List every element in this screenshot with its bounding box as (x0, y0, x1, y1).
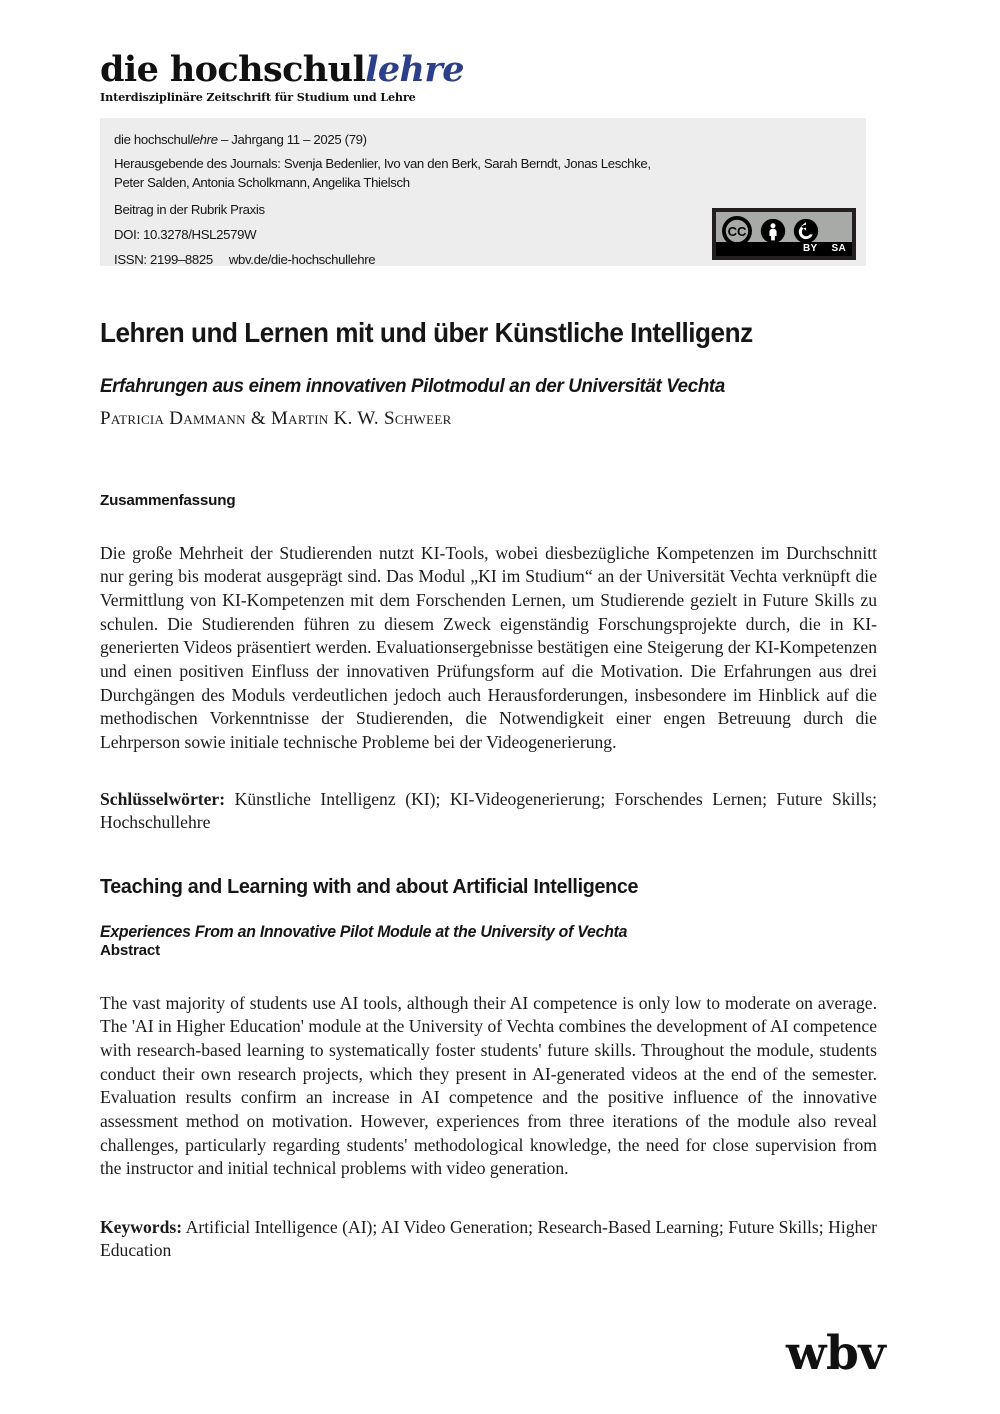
issn-value: ISSN: 2199–8825 (114, 251, 213, 267)
issue-journal-name-accent: lehre (190, 132, 218, 147)
keywords-german (100, 788, 877, 835)
license-badge-cc-by-sa[interactable] (712, 208, 856, 260)
article-subtitle-english: Experiences From an Innovative Pilot Module at the University of Vechta (100, 922, 628, 941)
license-sa-label: SA (831, 243, 846, 254)
editors-label: Herausgebende des Journals: (114, 156, 281, 172)
abstract-text-german: Die große Mehrheit der Studierenden nutzt KI-Tools, wobei diesbezügliche Kompetenzen im Durchschnitt nur gering bis moderat ausgeprägt sind. Das Modul „KI im Studium“ an der Universität Vechta verknüpft die Vermittlung von KI-Kompetenzen mit dem Forschenden Lernen, um Studierende gezielt in Future Skills zu schulen. Die Studierenden führen zu diesem Zweck eigenständig Forschungsprojekte durch, die in KI-generierten Videos präsentiert werden. Evaluationsergebnisse bestätigen eine Steigerung der KI-Kompetenzen und einen positiven Einfluss der innovativen Prüfungsform auf die Motivation. Die Erfahrungen aus drei Durchgängen des Moduls verdeutlichen jedoch auch Herausforderungen, insbesondere im Hinblick auf die methodischen Vorkenntnisse der Studierenden, die Notwendigkeit einer engen Betreuung durch die Lehrperson sowie initiale technische Probleme bei der Videogenerierung. (100, 542, 877, 752)
issue-journal-name: die hochschul (114, 132, 191, 147)
journal-logo-tagline: Interdisziplinäre Zeitschrift für Studium und Lehre (100, 89, 416, 104)
journal-logo-plain: die hochschul (100, 49, 366, 90)
svg-text:CC: CC (727, 224, 747, 240)
publisher-logo-wbv: wbv (786, 1326, 886, 1381)
journal-logo-wordmark (100, 49, 800, 90)
journal-website-link[interactable]: wbv.de/die-hochschullehre (228, 251, 376, 267)
keywords-english (100, 1216, 877, 1263)
keywords-english-label: Keywords: (100, 1216, 183, 1237)
keywords-german-list: Künstliche Intelligenz (KI); KI-Videogenerierung; Forschendes Lernen; Future Skills; Hochschullehre (100, 788, 877, 833)
editors-names-line1: Svenja Bedenlier, Ivo van den Berk, Sarah Berndt, Jonas Leschke, (283, 156, 651, 172)
article-title-english: Teaching and Learning with and about Artificial Intelligence (100, 875, 639, 898)
abstract-label-german: Zusammenfassung (100, 492, 236, 509)
rubric-line: Beitrag in der Rubrik Praxis (114, 201, 265, 217)
editors-line (114, 155, 850, 192)
keywords-english-list: Artificial Intelligence (AI); AI Video Generation; Research-Based Learning; Future Skills; Higher Education (100, 1216, 877, 1261)
journal-masthead (100, 49, 800, 104)
doi-line[interactable]: DOI: 10.3278/HSL2579W (114, 226, 257, 242)
keywords-german-label: Schlüsselwörter: (100, 788, 226, 809)
issue-line (114, 130, 850, 149)
abstract-text-english: The vast majority of students use AI tools, although their AI competence is only low to moderate on average. The 'AI in Higher Education' module at the University of Vechta combines the development of AI competence with research-based learning to systematically foster students' future skills. Throughout the module, students conduct their own research projects, which they present in AI-generated videos at the end of the semester. Evaluation results confirm an increase in AI competence and the positive influence of the innovative assessment method on motivation. However, experiences from three iterations of the module also reveal challenges, particularly regarding students' methodological knowledge, the need for close supervision from the instructor and initial technical problems with video generation. (100, 992, 877, 1179)
issue-volume-year: – Jahrgang 11 – 2025 (79) (217, 132, 367, 147)
journal-logo-accent: lehre (365, 49, 464, 90)
article-subtitle-german: Erfahrungen aus einem innovativen Pilotmodul an der Universität Vechta (100, 375, 725, 398)
editors-names-line2: Peter Salden, Antonia Scholkmann, Angelika Thielsch (114, 174, 410, 190)
article-authors: Patricia Dammann & Martin K. W. Schweer (100, 408, 452, 429)
license-by-label: BY (803, 243, 818, 254)
article-title-german: Lehren und Lernen mit und über Künstliche Intelligenz (100, 317, 753, 349)
abstract-label-english: Abstract (100, 942, 161, 959)
